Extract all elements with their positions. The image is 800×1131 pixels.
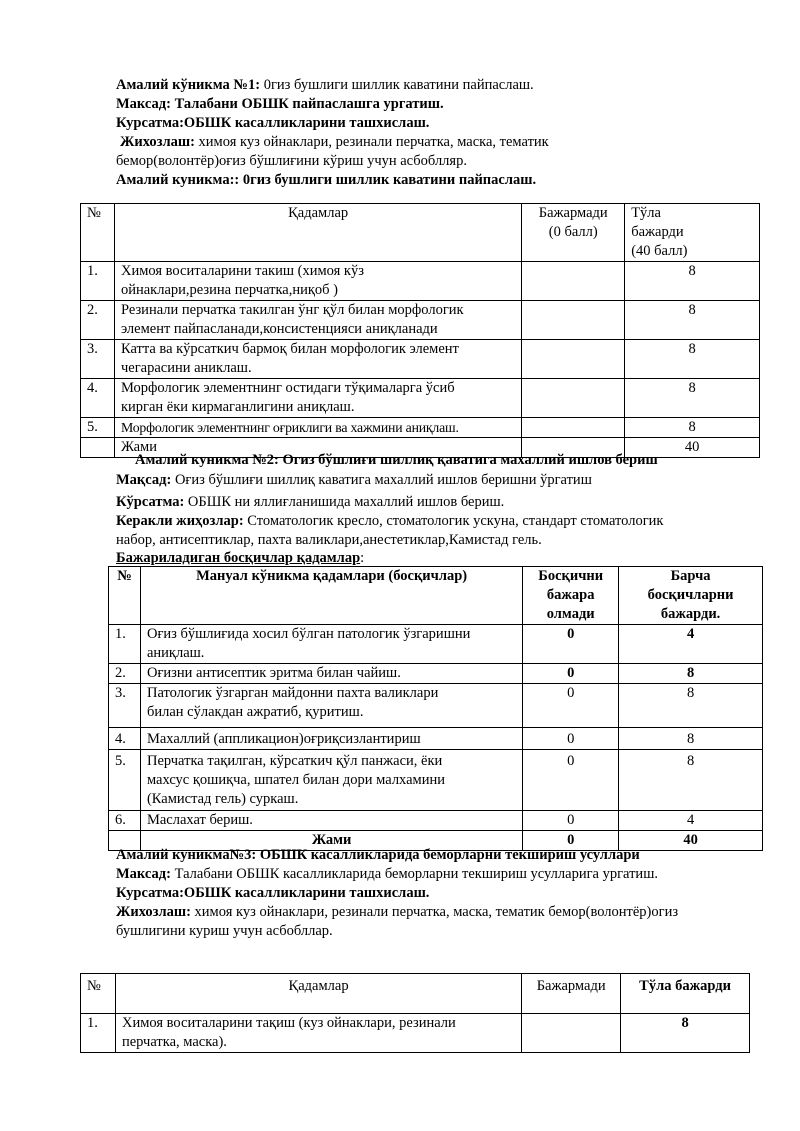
row-full: 8 (625, 379, 760, 418)
s3-instruction: Курсатма:ОБШК касалликларини ташхислаш. (116, 885, 430, 901)
row-step-l1: Морфологик элементнинг остидаги тўқималарга ўсиб (120, 380, 455, 396)
s1-title-text: 0гиз бушлиги шиллик каватини пайпаслаш. (260, 77, 534, 93)
row-num: 4. (109, 728, 141, 750)
row-step-l2: билан сўлакдан ажратиб, қуритиш. (146, 704, 364, 720)
table-row (109, 811, 763, 831)
s1-col-done-l1: Бажармади (538, 205, 608, 221)
s3-equipment-cont: бушлигини куриш учун асбобллар. (116, 923, 333, 939)
row-step: Оғизни антисептик эритма билан чайиш. (140, 664, 522, 684)
s2-instr-text: ОБШК ни яллиғланишида махаллий ишлов бериш. (184, 494, 505, 510)
row-num: 2. (81, 301, 115, 340)
row-full: 8 (619, 664, 763, 684)
row-step-l1: Химоя воситаларини тақиш (куз ойнаклари, резинали (121, 1015, 456, 1031)
row-fail: 0 (523, 750, 619, 811)
total-label: Жами (114, 438, 521, 458)
row-step-l2: чегарасини аниклаш. (120, 360, 252, 376)
total-label: Жами (140, 831, 522, 851)
row-num: 1. (81, 1014, 116, 1053)
row-done (522, 1014, 621, 1053)
row-fail: 0 (523, 664, 619, 684)
row-step-l1: Патологик ўзгарган майдонни пахта валиклари (146, 685, 439, 701)
s2-goal-label: Мақсад: (116, 472, 172, 488)
s1-title (116, 76, 534, 95)
row-full: 8 (619, 728, 763, 750)
s2-col-fail (523, 567, 619, 625)
s2-col-full-l3: бажарди. (660, 606, 721, 622)
total-num-cell (81, 438, 115, 458)
s3-col-num: № (81, 974, 116, 1014)
row-step-l1: Химоя воситаларини такиш (химоя кўз (120, 263, 364, 279)
row-fail: 0 (523, 728, 619, 750)
row-step-l2: аниқлаш. (146, 645, 205, 661)
row-step (114, 262, 521, 301)
row-num: 5. (81, 418, 115, 438)
s1-col-full-l3: (40 балл) (631, 243, 688, 259)
s2-col-full-l2: босқичларни (647, 587, 734, 603)
table-row (81, 418, 760, 438)
row-full: 8 (625, 418, 760, 438)
row-done (522, 340, 625, 379)
s2-col-fail-l3: олмади (546, 606, 595, 622)
row-step (114, 301, 521, 340)
s2-col-fail-l2: бажара (546, 587, 595, 603)
s1-goal: Максад: Талабани ОБШК пайпаслашга ургатиш. (116, 96, 444, 112)
row-step-l2: кирган ёки кирмаганлигини аниқлаш. (120, 399, 355, 415)
s1-col-full (625, 204, 760, 262)
row-full: 8 (621, 1014, 750, 1053)
table-row (81, 262, 760, 301)
s1-col-num: № (81, 204, 115, 262)
row-step (140, 684, 522, 728)
s3-table (80, 973, 750, 1053)
s2-col-full-l1: Барча (670, 568, 711, 584)
s2-col-steps: Мануал кўникма қадамлари (босқичлар) (140, 567, 522, 625)
s2-equipment-cont: набор, антисептиклар, пахта валиклари,анестетиклар,Камистад гель. (116, 532, 542, 548)
s1-col-done-l2: (0 балл) (548, 224, 598, 240)
s3-equip-text: химоя куз ойнаклари, резинали перчатка, маска, тематик бемор(волонтёр)огиз (190, 904, 679, 920)
s1-instruction: Курсатма:ОБШК касалликларини ташхислаш. (116, 115, 430, 131)
s1-table (80, 203, 760, 458)
row-num: 1. (81, 262, 115, 301)
row-num: 2. (109, 664, 141, 684)
row-step-l1: Оғиз бўшлиғида хосил бўлган патологик ўзгаришни (146, 626, 471, 642)
s2-col-fail-l1: Босқични (538, 568, 604, 584)
s1-col-steps: Қадамлар (114, 204, 521, 262)
row-fail: 0 (523, 684, 619, 728)
s1-col-full-l2: бажарди (631, 224, 684, 240)
s1-subtitle: Амалий куникма:: 0гиз бушлиги шиллик каватини пайпаслаш. (116, 172, 537, 188)
s2-table (108, 566, 763, 851)
row-full: 4 (619, 811, 763, 831)
s2-equip-text: Стоматологик кресло, стоматологик ускуна, стандарт стоматологик (243, 513, 664, 529)
s2-instruction (116, 493, 504, 512)
row-step-l1: Резинали перчатка такилган ўнг қўл билан морфологик (120, 302, 464, 318)
s2-steps-label-text: Бажариладиган босқичлар қадамлар (116, 550, 361, 566)
row-num: 5. (109, 750, 141, 811)
table-row (109, 625, 763, 664)
table-row (109, 728, 763, 750)
s1-col-done (522, 204, 625, 262)
row-full: 4 (619, 625, 763, 664)
row-step-l1: Катта ва кўрсаткич бармоқ билан морфологик элемент (120, 341, 459, 357)
row-step-l2: ойнаклари,резина перчатка,ниқоб ) (120, 282, 339, 298)
s2-equip-label: Керакли жиҳозлар: (116, 513, 244, 529)
row-num: 3. (81, 340, 115, 379)
row-step-l2: перчатка, маска). (121, 1034, 227, 1050)
s3-equipment (116, 903, 678, 922)
row-step-l3: (Камистад гель) суркаш. (146, 791, 299, 807)
s2-title: Амалий куникма №2: Огиз бўшлиғи шиллиқ қаватига махаллий ишлов бериш (135, 452, 658, 468)
row-step: Морфологик элементнинг оғриклиги ва хажмини аниқлаш. (114, 418, 521, 438)
row-num: 1. (109, 625, 141, 664)
s1-equip-label: Жихозлаш: (120, 134, 195, 150)
row-step-l2: махсус қошиқча, шпател билан дори малхамини (146, 772, 446, 788)
row-step (114, 379, 521, 418)
row-step-l2: элемент пайпасланади,консистенцияси аниқланади (120, 321, 438, 337)
s3-col-full: Тўла бажарди (621, 974, 750, 1014)
row-full: 8 (625, 301, 760, 340)
table-row (109, 750, 763, 811)
row-full: 8 (619, 684, 763, 728)
s2-goal (116, 471, 592, 490)
row-full: 8 (619, 750, 763, 811)
row-done (522, 301, 625, 340)
row-num: 4. (81, 379, 115, 418)
s1-equipment-cont: бемор(волонтёр)оғиз бўшлиғини кўриш учун асбоблляр. (116, 153, 467, 169)
row-step: Махаллий (аппликацион)оғриқсизлантириш (140, 728, 522, 750)
table-row (109, 684, 763, 728)
table-row (109, 664, 763, 684)
s3-table-header (81, 974, 750, 1014)
s1-table-header (81, 204, 760, 262)
row-step (115, 1014, 521, 1053)
s2-goal-text: Оғиз бўшлиғи шиллиқ каватига махаллий ишлов беришни ўргатиш (171, 472, 592, 488)
s1-col-full-l1: Тўла (631, 205, 661, 221)
total-fail: 0 (523, 831, 619, 851)
s3-col-done: Бажармади (522, 974, 621, 1014)
row-step: Маслахат бериш. (140, 811, 522, 831)
table-row (81, 340, 760, 379)
row-full: 8 (625, 340, 760, 379)
row-done (522, 262, 625, 301)
table-row (81, 1014, 750, 1053)
s1-title-label: Амалий кўникма №1: (116, 77, 261, 93)
row-done (522, 418, 625, 438)
table-row (81, 301, 760, 340)
s3-goal-text: Талабани ОБШК касалликларида беморларни текшириш усулларига ургатиш. (170, 866, 658, 882)
row-step (140, 625, 522, 664)
s3-equip-label: Жихозлаш: (116, 904, 191, 920)
total-full: 40 (619, 831, 763, 851)
s1-equipment (120, 133, 549, 152)
row-num: 6. (109, 811, 141, 831)
row-step-l1: Перчатка тақилган, кўрсаткич қўл панжаси, ёки (146, 753, 443, 769)
s2-col-full (619, 567, 763, 625)
row-done (522, 379, 625, 418)
row-step (140, 750, 522, 811)
s2-col-num: № (109, 567, 141, 625)
s1-equip-text: химоя куз ойнаклари, резинали перчатка, маска, тематик (194, 134, 549, 150)
s2-instr-label: Кўрсатма: (116, 494, 185, 510)
s3-title: Амалий куникма№3: ОБШК касалликларида беморларни текшириш усуллари (116, 847, 640, 863)
s3-goal-label: Максад: (116, 866, 171, 882)
row-full: 8 (625, 262, 760, 301)
row-num: 3. (109, 684, 141, 728)
total-full: 40 (625, 438, 760, 458)
row-fail: 0 (523, 811, 619, 831)
table-row (81, 379, 760, 418)
s2-table-header (109, 567, 763, 625)
s2-steps-colon: : (360, 550, 365, 566)
row-step (114, 340, 521, 379)
s3-col-steps: Қадамлар (115, 974, 521, 1014)
s2-equipment (116, 512, 663, 531)
s3-goal (116, 865, 658, 884)
row-fail: 0 (523, 625, 619, 664)
